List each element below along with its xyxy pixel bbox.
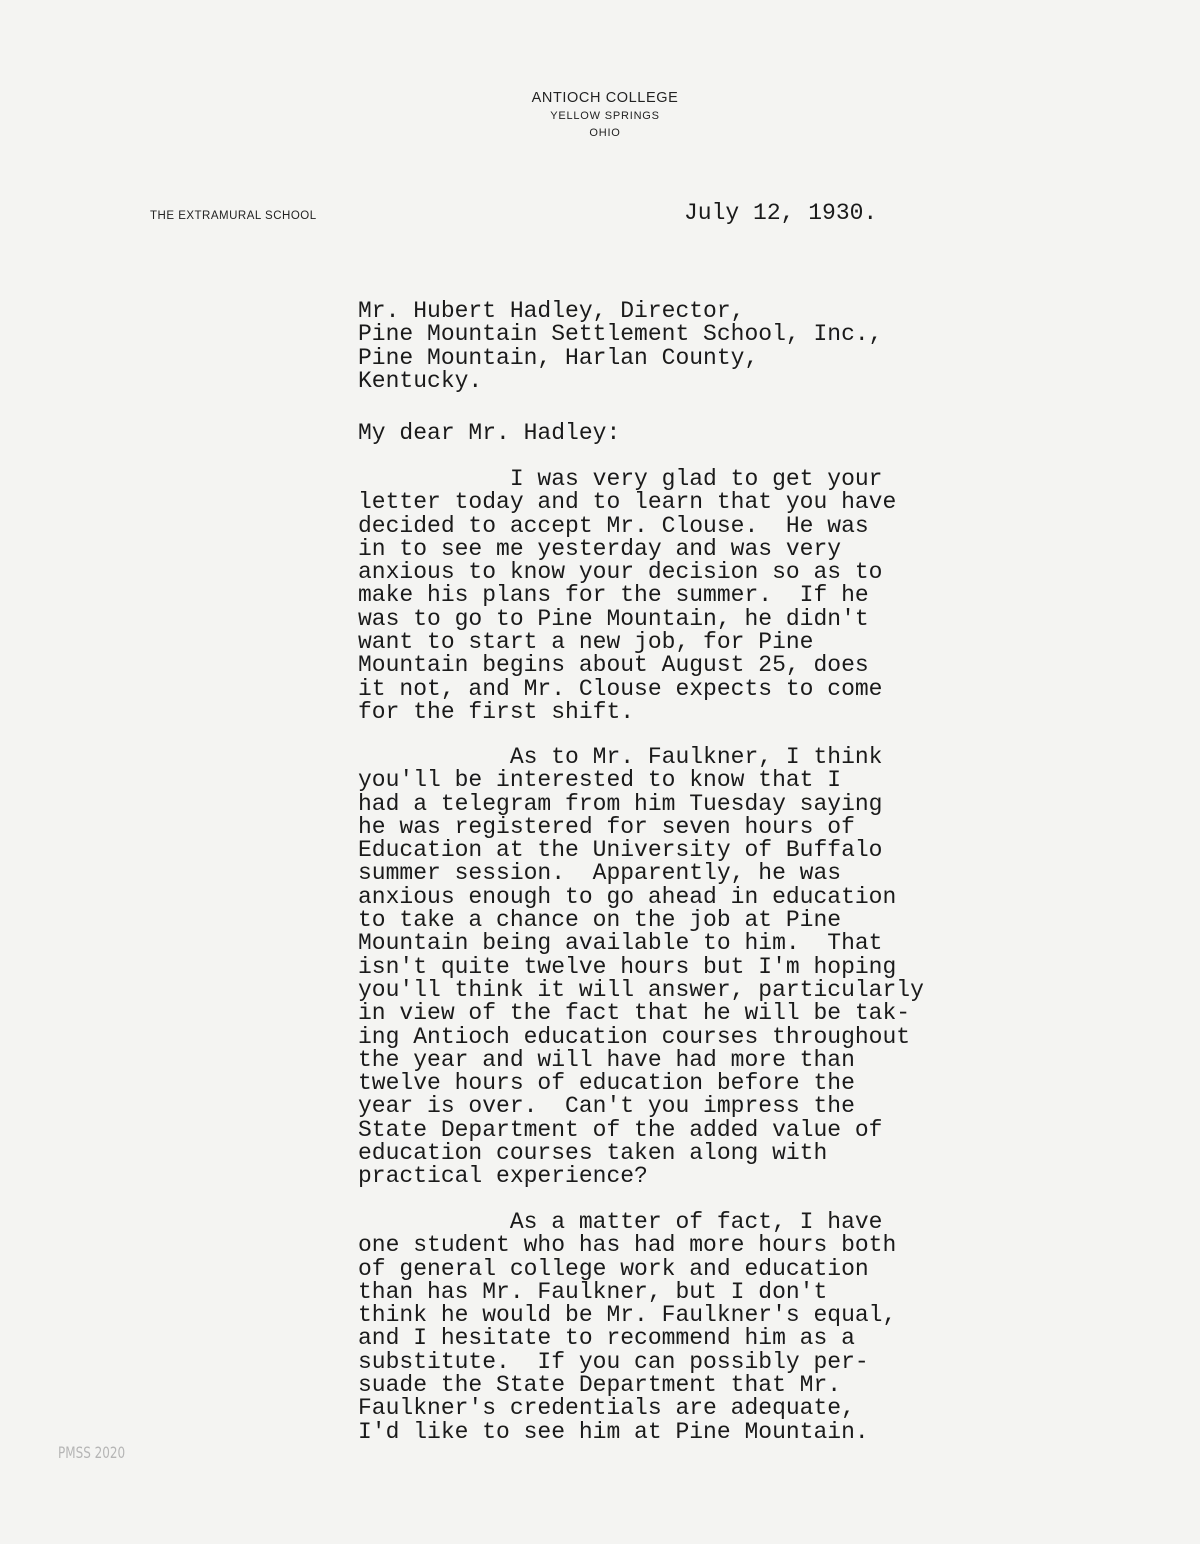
body-line: one student who has had more hours both xyxy=(358,1232,897,1259)
body-line: Mountain being available to him. That xyxy=(358,930,883,957)
body-line: isn't quite twelve hours but I'm hoping xyxy=(358,953,897,980)
body-line: anxious enough to go ahead in education xyxy=(358,883,897,910)
body-line: had a telegram from him Tuesday saying xyxy=(358,790,883,817)
body-line: for the first shift. xyxy=(358,698,635,725)
body-line: twelve hours of education before the xyxy=(358,1070,855,1097)
body-line: As to Mr. Faulkner, I think xyxy=(358,744,883,770)
body-line: Mountain begins about August 25, does xyxy=(358,652,869,679)
letterhead-institution: ANTIOCH COLLEGE xyxy=(531,90,679,106)
body-line: I was very glad to get your xyxy=(358,466,883,492)
body-line: than has Mr. Faulkner, but I don't xyxy=(358,1278,828,1305)
body-line: ing Antioch education courses throughout xyxy=(358,1023,911,1050)
address-line: Pine Mountain Settlement School, Inc., xyxy=(358,321,883,348)
letterhead-department: THE EXTRAMURAL SCHOOL xyxy=(150,210,317,222)
letter-date: July 12, 1930. xyxy=(684,200,878,226)
body-line: and I hesitate to recommend him as a xyxy=(358,1325,855,1352)
body-line: substitute. If you can possibly per- xyxy=(358,1348,869,1375)
body-line: Education at the University of Buffalo xyxy=(358,837,883,864)
body-line: of general college work and education xyxy=(358,1255,869,1282)
body-line: I'd like to see him at Pine Mountain. xyxy=(358,1418,869,1445)
letterhead-state: OHIO xyxy=(589,127,621,139)
body-line: Faulkner's credentials are adequate, xyxy=(358,1395,855,1422)
body-line: the year and will have had more than xyxy=(358,1046,855,1073)
salutation: My dear Mr. Hadley: xyxy=(358,420,621,446)
letterhead-city: YELLOW SPRINGS xyxy=(550,110,660,122)
body-line: think he would be Mr. Faulkner's equal, xyxy=(358,1302,897,1329)
watermark: PMSS 2020 xyxy=(58,1443,126,1462)
body-paragraph-2 xyxy=(358,746,924,1189)
body-line: summer session. Apparently, he was xyxy=(358,860,842,887)
body-paragraph-1 xyxy=(358,468,896,724)
body-line: in to see me yesterday and was very xyxy=(358,535,842,562)
body-line: make his plans for the summer. If he xyxy=(358,582,869,609)
body-line: you'll be interested to know that I xyxy=(358,767,842,794)
recipient-address xyxy=(358,300,883,393)
body-line: anxious to know your decision so as to xyxy=(358,559,883,586)
body-line: it not, and Mr. Clouse expects to come xyxy=(358,675,883,702)
body-line: practical experience? xyxy=(358,1163,648,1190)
body-line: decided to accept Mr. Clouse. He was xyxy=(358,512,869,539)
body-line: letter today and to learn that you have xyxy=(358,489,897,516)
body-line: As a matter of fact, I have xyxy=(358,1209,883,1235)
body-line: was to go to Pine Mountain, he didn't xyxy=(358,605,869,632)
address-line: Pine Mountain, Harlan County, xyxy=(358,344,759,371)
body-line: suade the State Department that Mr. xyxy=(358,1372,842,1399)
body-line: to take a chance on the job at Pine xyxy=(358,907,842,934)
body-line: he was registered for seven hours of xyxy=(358,813,855,840)
body-line: education courses taken along with xyxy=(358,1140,828,1167)
body-line: you'll think it will answer, particularly xyxy=(358,976,924,1003)
address-line: Kentucky. xyxy=(358,367,483,394)
body-line: State Department of the added value of xyxy=(358,1116,883,1143)
body-line: year is over. Can't you impress the xyxy=(358,1093,855,1120)
body-line: in view of the fact that he will be tak- xyxy=(358,1000,911,1027)
address-line: Mr. Hubert Hadley, Director, xyxy=(358,298,745,324)
body-paragraph-3 xyxy=(358,1211,896,1444)
body-line: want to start a new job, for Pine xyxy=(358,629,814,656)
